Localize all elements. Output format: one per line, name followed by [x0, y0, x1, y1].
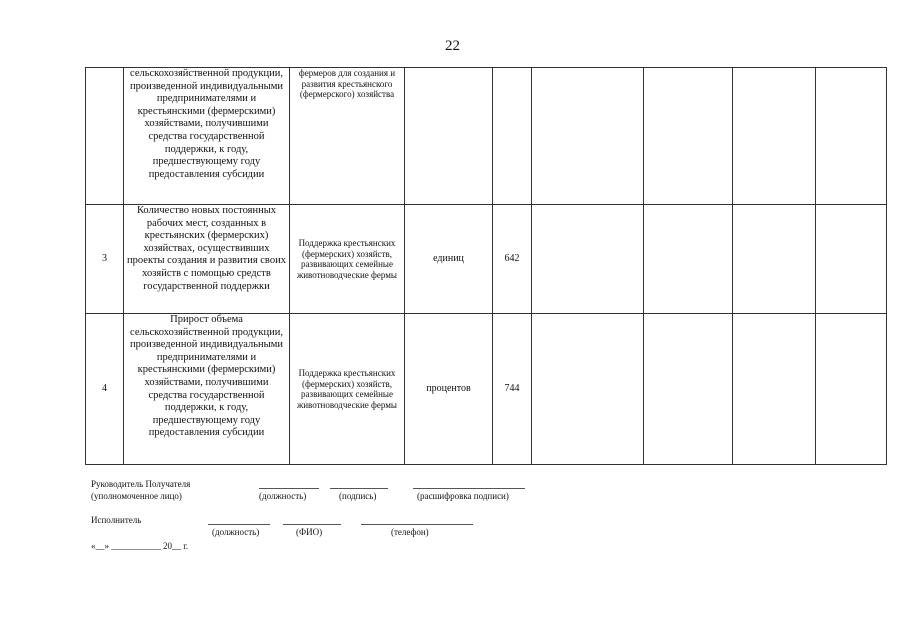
table-row [86, 68, 887, 205]
row-number [86, 68, 124, 205]
page-number: 22 [445, 38, 460, 54]
indicator-cell: сельскохозяйственной продукции, произведенной индивидуальными предпринимателями и крестьянскими (фермерскими) хозяйствами, получившими средства государственной поддержки, к году, предшествующему году предоставления субсидии [124, 68, 290, 205]
exec-phone-caption: (телефон) [391, 527, 429, 537]
empty-cell [816, 314, 887, 465]
empty-cell [733, 68, 816, 205]
decoding-line [413, 488, 525, 489]
exec-fio-line [283, 524, 341, 525]
code-cell: 642 [493, 205, 532, 314]
empty-cell [532, 205, 644, 314]
date-line: «__» ___________ 20__ г. [91, 541, 189, 551]
row-number: 4 [86, 314, 124, 465]
head-sublabel: (уполномоченное лицо) [91, 491, 182, 501]
empty-cell [816, 68, 887, 205]
empty-cell [644, 68, 733, 205]
unit-cell: единиц [405, 205, 493, 314]
direction-cell: Поддержка крестьянских (фермерских) хозяйств, развивающих семейные животноводческие фермы [290, 314, 405, 465]
empty-cell [733, 205, 816, 314]
direction-cell: Поддержка крестьянских (фермерских) хозяйств, развивающих семейные животноводческие фермы [290, 205, 405, 314]
row-number: 3 [86, 205, 124, 314]
empty-cell [733, 314, 816, 465]
decoding-caption: (расшифровка подписи) [417, 491, 509, 501]
code-cell: 744 [493, 314, 532, 465]
empty-cell [532, 314, 644, 465]
code-cell [493, 68, 532, 205]
empty-cell [644, 205, 733, 314]
signature-line [330, 488, 388, 489]
executor-label: Исполнитель [91, 515, 142, 525]
indicator-cell: Прирост объема сельскохозяйственной продукции, произведенной индивидуальными предпринимателями и крестьянскими (фермерскими) хозяйствами, получившими средства государственной поддержки, к году, предшествующему году предоставления субсидии [124, 314, 290, 465]
unit-cell [405, 68, 493, 205]
exec-phone-line [361, 524, 473, 525]
empty-cell [816, 205, 887, 314]
report-table [85, 67, 887, 465]
table-row [86, 205, 887, 314]
indicator-cell: Количество новых постоянных рабочих мест, созданных в крестьянских (фермерских) хозяйствах, осуществивших проекты создания и развития своих хозяйств с помощью средств государственной поддержки [124, 205, 290, 314]
direction-cell: фермеров для создания и развития крестьянского (фермерского) хозяйства [290, 68, 405, 205]
exec-position-line [208, 524, 270, 525]
exec-position-caption: (должность) [212, 527, 260, 537]
head-label: Руководитель Получателя [91, 479, 191, 489]
empty-cell [644, 314, 733, 465]
unit-cell: процентов [405, 314, 493, 465]
table-row [86, 314, 887, 465]
position-line [259, 488, 319, 489]
exec-fio-caption: (ФИО) [296, 527, 323, 537]
signature-caption: (подпись) [339, 491, 377, 501]
empty-cell [532, 68, 644, 205]
position-caption: (должность) [259, 491, 307, 501]
